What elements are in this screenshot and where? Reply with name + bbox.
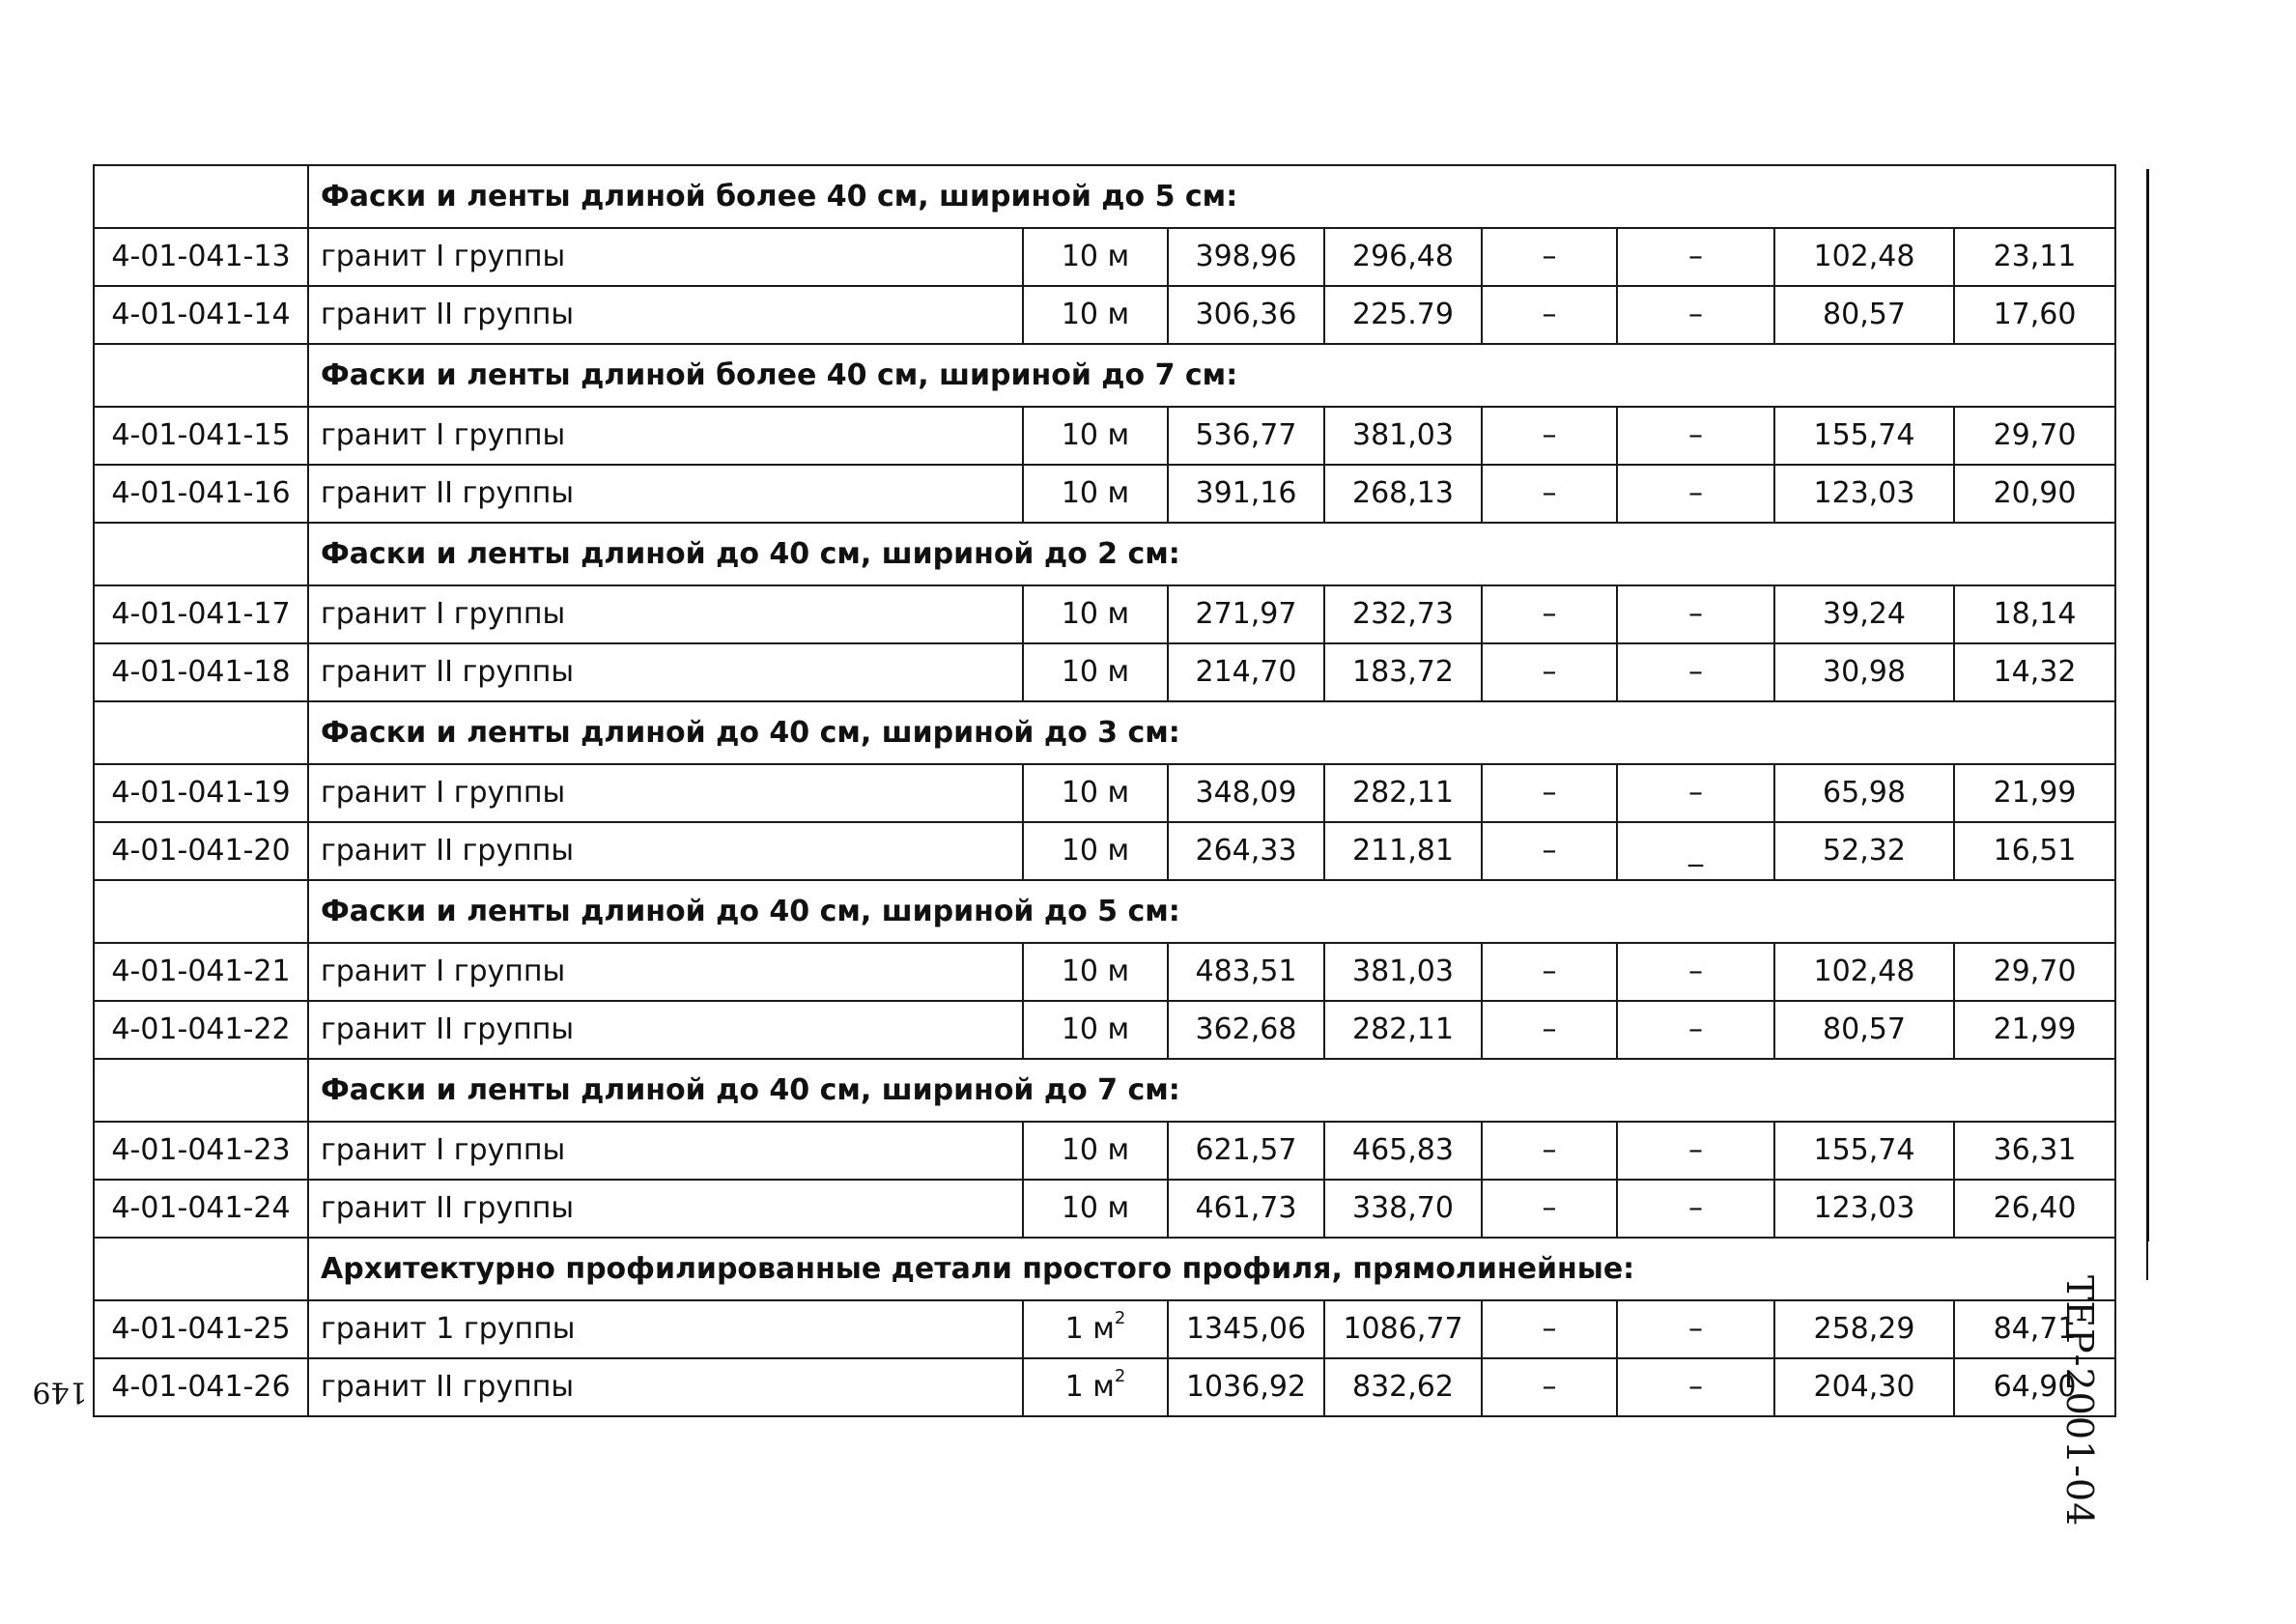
- unit-cell: [1023, 1122, 1168, 1180]
- rate-code-cell: 4-01-041-22: [94, 1001, 308, 1059]
- section-header-row: [94, 701, 2115, 764]
- total-cost-cell: 461,73: [1168, 1180, 1324, 1238]
- machines-cost-cell: –: [1482, 1122, 1617, 1180]
- section-code-cell: [94, 523, 308, 585]
- work-name-cell: гранит II группы: [308, 643, 1023, 701]
- table-row: [94, 228, 2115, 286]
- labor-hours-cell: 23,11: [1954, 228, 2115, 286]
- machines-cost-cell: –: [1482, 1358, 1617, 1416]
- labor-cost-cell: 282,11: [1324, 764, 1482, 822]
- unit-text: 10 м: [1061, 834, 1130, 868]
- operators-cost-cell: –: [1617, 1122, 1774, 1180]
- machines-cost-cell: –: [1482, 1180, 1617, 1238]
- section-title: Фаски и ленты длиной более 40 см, шириной до 7 см:: [308, 344, 2115, 407]
- operators-cost-cell: –: [1617, 1001, 1774, 1059]
- unit-text: 1 м: [1064, 1312, 1115, 1346]
- total-cost-cell: 483,51: [1168, 943, 1324, 1001]
- section-title: Фаски и ленты длиной до 40 см, шириной до 7 см:: [308, 1059, 2115, 1122]
- rate-code-cell: 4-01-041-25: [94, 1300, 308, 1358]
- section-header-row: [94, 1238, 2115, 1300]
- table-row: [94, 1180, 2115, 1238]
- section-code-cell: [94, 880, 308, 943]
- unit-cell: [1023, 585, 1168, 643]
- labor-cost-cell: 268,13: [1324, 465, 1482, 523]
- rate-code-cell: 4-01-041-24: [94, 1180, 308, 1238]
- materials-cost-cell: 102,48: [1774, 943, 1954, 1001]
- section-title: Фаски и ленты длиной до 40 см, шириной до 3 см:: [308, 701, 2115, 764]
- unit-exponent: 2: [1114, 1308, 1126, 1328]
- operators-cost-cell: –: [1617, 643, 1774, 701]
- unit-text: 10 м: [1061, 1191, 1130, 1225]
- labor-cost-cell: 232,73: [1324, 585, 1482, 643]
- operators-cost-cell: –: [1617, 465, 1774, 523]
- operators-cost-cell: –: [1617, 228, 1774, 286]
- total-cost-cell: 214,70: [1168, 643, 1324, 701]
- rate-code-cell: 4-01-041-17: [94, 585, 308, 643]
- table-row: [94, 1122, 2115, 1180]
- section-title: Фаски и ленты длиной более 40 см, шириной до 5 см:: [308, 165, 2115, 228]
- unit-cell: [1023, 943, 1168, 1001]
- work-name-cell: гранит II группы: [308, 822, 1023, 880]
- labor-hours-cell: 16,51: [1954, 822, 2115, 880]
- rate-code-cell: 4-01-041-18: [94, 643, 308, 701]
- total-cost-cell: 271,97: [1168, 585, 1324, 643]
- unit-cell: [1023, 764, 1168, 822]
- total-cost-cell: 348,09: [1168, 764, 1324, 822]
- materials-cost-cell: 123,03: [1774, 1180, 1954, 1238]
- labor-cost-cell: 282,11: [1324, 1001, 1482, 1059]
- labor-hours-cell: 14,32: [1954, 643, 2115, 701]
- work-name-cell: гранит 1 группы: [308, 1300, 1023, 1358]
- total-cost-cell: 398,96: [1168, 228, 1324, 286]
- section-header-row: [94, 344, 2115, 407]
- rates-table: [93, 164, 2116, 1417]
- unit-cell: [1023, 1001, 1168, 1059]
- work-name-cell: гранит I группы: [308, 228, 1023, 286]
- labor-hours-cell: 21,99: [1954, 1001, 2115, 1059]
- work-name-cell: гранит II группы: [308, 465, 1023, 523]
- total-cost-cell: 1036,92: [1168, 1358, 1324, 1416]
- materials-cost-cell: 258,29: [1774, 1300, 1954, 1358]
- unit-cell: [1023, 1358, 1168, 1416]
- table-row: [94, 1358, 2115, 1416]
- labor-cost-cell: 338,70: [1324, 1180, 1482, 1238]
- rate-code-cell: 4-01-041-23: [94, 1122, 308, 1180]
- section-title: Фаски и ленты длиной до 40 см, шириной до 2 см:: [308, 523, 2115, 585]
- operators-cost-cell: –: [1617, 585, 1774, 643]
- rate-code-cell: 4-01-041-14: [94, 286, 308, 344]
- machines-cost-cell: –: [1482, 764, 1617, 822]
- labor-cost-cell: 1086,77: [1324, 1300, 1482, 1358]
- labor-cost-cell: 225.79: [1324, 286, 1482, 344]
- unit-cell: [1023, 1300, 1168, 1358]
- rate-code-cell: 4-01-041-15: [94, 407, 308, 465]
- rate-code-cell: 4-01-041-19: [94, 764, 308, 822]
- side-rule-upper: [2146, 169, 2149, 1241]
- table-row: [94, 943, 2115, 1001]
- machines-cost-cell: –: [1482, 465, 1617, 523]
- labor-hours-cell: 17,60: [1954, 286, 2115, 344]
- section-header-row: [94, 880, 2115, 943]
- machines-cost-cell: –: [1482, 286, 1617, 344]
- machines-cost-cell: –: [1482, 1001, 1617, 1059]
- labor-hours-cell: 20,90: [1954, 465, 2115, 523]
- machines-cost-cell: –: [1482, 822, 1617, 880]
- section-code-cell: [94, 165, 308, 228]
- work-name-cell: гранит I группы: [308, 764, 1023, 822]
- rate-code-cell: 4-01-041-26: [94, 1358, 308, 1416]
- unit-cell: [1023, 407, 1168, 465]
- section-code-cell: [94, 1059, 308, 1122]
- machines-cost-cell: –: [1482, 228, 1617, 286]
- work-name-cell: гранит I группы: [308, 943, 1023, 1001]
- section-title: Фаски и ленты длиной до 40 см, шириной до 5 см:: [308, 880, 2115, 943]
- rates-table-body: [94, 165, 2115, 1416]
- unit-exponent: 2: [1114, 1366, 1126, 1386]
- labor-hours-cell: 84,71: [1954, 1300, 2115, 1358]
- table-row: [94, 465, 2115, 523]
- table-row: [94, 1300, 2115, 1358]
- materials-cost-cell: 80,57: [1774, 1001, 1954, 1059]
- unit-cell: [1023, 822, 1168, 880]
- total-cost-cell: 621,57: [1168, 1122, 1324, 1180]
- machines-cost-cell: –: [1482, 943, 1617, 1001]
- labor-hours-cell: 18,14: [1954, 585, 2115, 643]
- materials-cost-cell: 39,24: [1774, 585, 1954, 643]
- materials-cost-cell: 80,57: [1774, 286, 1954, 344]
- section-code-cell: [94, 344, 308, 407]
- table-row: [94, 407, 2115, 465]
- labor-hours-cell: 21,99: [1954, 764, 2115, 822]
- machines-cost-cell: –: [1482, 643, 1617, 701]
- materials-cost-cell: 52,32: [1774, 822, 1954, 880]
- section-header-row: [94, 523, 2115, 585]
- operators-cost-cell: _: [1617, 822, 1774, 880]
- rate-code-cell: 4-01-041-20: [94, 822, 308, 880]
- labor-cost-cell: 381,03: [1324, 943, 1482, 1001]
- total-cost-cell: 391,16: [1168, 465, 1324, 523]
- unit-text: 10 м: [1061, 655, 1130, 689]
- work-name-cell: гранит II группы: [308, 1358, 1023, 1416]
- operators-cost-cell: –: [1617, 407, 1774, 465]
- materials-cost-cell: 30,98: [1774, 643, 1954, 701]
- table-row: [94, 585, 2115, 643]
- table-row: [94, 822, 2115, 880]
- materials-cost-cell: 204,30: [1774, 1358, 1954, 1416]
- section-header-row: [94, 1059, 2115, 1122]
- unit-cell: [1023, 228, 1168, 286]
- materials-cost-cell: 102,48: [1774, 228, 1954, 286]
- section-code-cell: [94, 1238, 308, 1300]
- work-name-cell: гранит II группы: [308, 1180, 1023, 1238]
- total-cost-cell: 264,33: [1168, 822, 1324, 880]
- section-header-row: [94, 165, 2115, 228]
- page-number: 149: [32, 1375, 88, 1409]
- labor-cost-cell: 296,48: [1324, 228, 1482, 286]
- work-name-cell: гранит I группы: [308, 407, 1023, 465]
- labor-cost-cell: 465,83: [1324, 1122, 1482, 1180]
- document-code-text: ТЕР-2001-04: [2058, 1275, 2101, 1527]
- operators-cost-cell: –: [1617, 286, 1774, 344]
- unit-text: 10 м: [1061, 954, 1130, 988]
- unit-text: 10 м: [1061, 298, 1130, 331]
- document-code-label: [2055, 1275, 2104, 1527]
- rate-code-cell: 4-01-041-16: [94, 465, 308, 523]
- materials-cost-cell: 155,74: [1774, 1122, 1954, 1180]
- table-row: [94, 643, 2115, 701]
- section-title: Архитектурно профилированные детали простого профиля, прямолинейные:: [308, 1238, 2115, 1300]
- labor-hours-cell: 36,31: [1954, 1122, 2115, 1180]
- unit-text: 10 м: [1061, 1012, 1130, 1046]
- work-name-cell: гранит I группы: [308, 1122, 1023, 1180]
- materials-cost-cell: 65,98: [1774, 764, 1954, 822]
- total-cost-cell: 306,36: [1168, 286, 1324, 344]
- machines-cost-cell: –: [1482, 585, 1617, 643]
- total-cost-cell: 536,77: [1168, 407, 1324, 465]
- table-row: [94, 764, 2115, 822]
- labor-cost-cell: 832,62: [1324, 1358, 1482, 1416]
- labor-hours-cell: 26,40: [1954, 1180, 2115, 1238]
- labor-hours-cell: 29,70: [1954, 407, 2115, 465]
- labor-hours-cell: 64,90: [1954, 1358, 2115, 1416]
- unit-text: 10 м: [1061, 240, 1130, 273]
- operators-cost-cell: –: [1617, 1180, 1774, 1238]
- unit-text: 10 м: [1061, 418, 1130, 452]
- operators-cost-cell: –: [1617, 764, 1774, 822]
- unit-cell: [1023, 465, 1168, 523]
- operators-cost-cell: –: [1617, 943, 1774, 1001]
- materials-cost-cell: 123,03: [1774, 465, 1954, 523]
- operators-cost-cell: –: [1617, 1300, 1774, 1358]
- operators-cost-cell: –: [1617, 1358, 1774, 1416]
- section-code-cell: [94, 701, 308, 764]
- work-name-cell: гранит I группы: [308, 585, 1023, 643]
- materials-cost-cell: 155,74: [1774, 407, 1954, 465]
- labor-cost-cell: 183,72: [1324, 643, 1482, 701]
- total-cost-cell: 362,68: [1168, 1001, 1324, 1059]
- total-cost-cell: 1345,06: [1168, 1300, 1324, 1358]
- labor-cost-cell: 381,03: [1324, 407, 1482, 465]
- unit-text: 1 м: [1064, 1370, 1115, 1404]
- labor-hours-cell: 29,70: [1954, 943, 2115, 1001]
- side-rule-lower: [2146, 1241, 2148, 1280]
- unit-text: 10 м: [1061, 776, 1130, 810]
- labor-cost-cell: 211,81: [1324, 822, 1482, 880]
- machines-cost-cell: –: [1482, 1300, 1617, 1358]
- machines-cost-cell: –: [1482, 407, 1617, 465]
- work-name-cell: гранит II группы: [308, 1001, 1023, 1059]
- unit-cell: [1023, 643, 1168, 701]
- unit-text: 10 м: [1061, 597, 1130, 631]
- unit-cell: [1023, 286, 1168, 344]
- unit-text: 10 м: [1061, 1133, 1130, 1167]
- unit-text: 10 м: [1061, 476, 1130, 510]
- table-row: [94, 1001, 2115, 1059]
- rate-code-cell: 4-01-041-21: [94, 943, 308, 1001]
- work-name-cell: гранит II группы: [308, 286, 1023, 344]
- table-row: [94, 286, 2115, 344]
- unit-cell: [1023, 1180, 1168, 1238]
- rate-code-cell: 4-01-041-13: [94, 228, 308, 286]
